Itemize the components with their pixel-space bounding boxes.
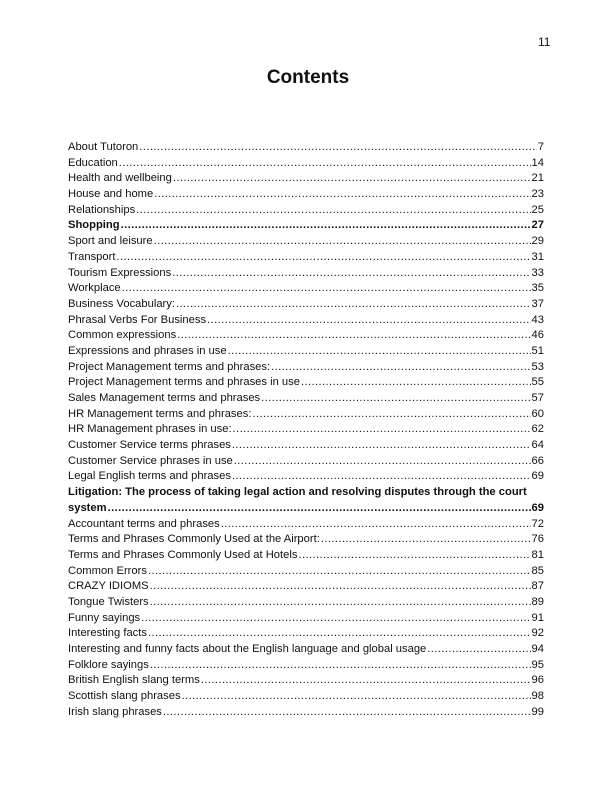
toc-entry[interactable] — [68, 658, 544, 674]
dot-leader — [182, 689, 531, 705]
toc-entry-label: Education — [68, 156, 118, 169]
toc-entry-label: Project Management terms and phrases: — [68, 360, 271, 373]
toc-entry-label: Customer Service phrases in use — [68, 454, 233, 467]
toc-entry-label: Transport — [68, 250, 116, 263]
toc-entry-page: 99 — [531, 705, 544, 718]
toc-entry-page: 94 — [531, 643, 544, 656]
toc-entry-page: 55 — [531, 376, 544, 389]
toc-entry-label: Expressions and phrases in use — [68, 344, 227, 357]
toc-entry-label: House and home — [68, 188, 154, 201]
toc-entry-label: Sales Management terms and phrases — [68, 392, 261, 404]
toc-entry-page: 69 — [531, 470, 544, 483]
toc-entry-page: 43 — [531, 313, 544, 326]
toc-entry-label: Folklore sayings — [68, 658, 149, 671]
toc-entry[interactable] — [68, 642, 544, 658]
toc-entry-page: 69 — [531, 501, 544, 514]
toc-entry[interactable] — [68, 407, 544, 423]
dot-leader — [141, 611, 530, 627]
toc-entry-label: Business Vocabulary: — [68, 297, 175, 310]
dot-leader — [177, 328, 530, 344]
toc-entry[interactable] — [68, 673, 544, 689]
toc-entry-page: 7 — [537, 141, 544, 153]
toc-entry-label: Phrasal Verbs For Business — [68, 313, 207, 326]
toc-entry[interactable] — [68, 266, 544, 282]
toc-entry-page: 37 — [531, 297, 544, 310]
dot-leader — [221, 517, 531, 533]
toc-entry-label: Irish slang phrases — [68, 705, 162, 718]
toc-entry-page: 89 — [531, 595, 544, 608]
toc-entry-label: Customer Service terms phrases — [68, 439, 231, 452]
dot-leader — [108, 501, 531, 517]
toc-entry-page: 85 — [531, 564, 544, 577]
toc-entry[interactable] — [68, 422, 544, 438]
dot-leader — [116, 250, 530, 266]
toc-entry[interactable] — [68, 391, 544, 407]
toc-entry[interactable] — [68, 171, 544, 187]
toc-entry[interactable] — [68, 187, 544, 203]
dot-leader — [119, 156, 531, 172]
toc-entry[interactable] — [68, 532, 544, 548]
toc-entry-label: Project Management terms and phrases in use — [68, 376, 300, 389]
dot-leader — [201, 673, 531, 689]
toc-entry-page: 25 — [531, 203, 544, 216]
toc-entry-label: Sport and leisure — [68, 235, 153, 248]
toc-entry[interactable] — [68, 626, 544, 642]
toc-entry-page: 57 — [531, 392, 544, 404]
toc-entry-label: Scottish slang phrases — [68, 690, 181, 703]
toc-entry-label-continued: system — [68, 501, 107, 514]
toc-entry-page: 29 — [531, 235, 544, 248]
toc-entry-label: Terms and Phrases Commonly Used at the Airport: — [68, 533, 320, 546]
toc-entry-label: HR Management terms and phrases: — [68, 407, 252, 420]
toc-entry-label: Litigation: The process of taking legal action and resolving disputes through the court — [68, 486, 527, 499]
toc-entry[interactable] — [68, 250, 544, 266]
toc-entry[interactable] — [68, 328, 544, 344]
toc-entry-page: 46 — [531, 329, 544, 342]
dot-leader — [172, 266, 530, 282]
toc-entry[interactable] — [68, 218, 544, 234]
toc-entry[interactable] — [68, 297, 544, 313]
dot-leader — [122, 281, 531, 297]
toc-entry[interactable] — [68, 517, 544, 533]
dot-leader — [301, 375, 531, 391]
toc-entry[interactable] — [68, 281, 544, 297]
dot-leader — [148, 626, 531, 642]
toc-entry-page: 81 — [531, 548, 544, 561]
dot-leader — [228, 344, 531, 360]
toc-entry[interactable] — [68, 203, 544, 219]
dot-leader — [271, 360, 530, 376]
toc-entry-label: Health and wellbeing — [68, 172, 172, 185]
toc-entry[interactable] — [68, 579, 544, 595]
toc-entry[interactable] — [68, 485, 544, 516]
dot-leader — [150, 579, 531, 595]
dot-leader — [298, 548, 530, 564]
toc-entry-label: Common expressions — [68, 329, 177, 342]
toc-entry-label: Common Errors — [68, 564, 147, 577]
dot-leader — [136, 203, 530, 219]
toc-entry-page: 60 — [531, 407, 544, 420]
dot-leader — [234, 454, 531, 470]
dot-leader — [261, 391, 530, 407]
toc-entry-label: Tourism Expressions — [68, 266, 172, 279]
toc-entry-label: Funny sayings — [68, 611, 141, 624]
toc-entry[interactable] — [68, 344, 544, 360]
toc-entry[interactable] — [68, 313, 544, 329]
dot-leader — [150, 595, 531, 611]
dot-leader — [139, 140, 536, 156]
toc-entry-label: About Tutoron — [68, 141, 139, 153]
toc-entry-label: Workplace — [68, 282, 121, 295]
dot-leader — [207, 313, 531, 329]
toc-entry-label: CRAZY IDIOMS — [68, 580, 149, 593]
table-of-contents — [68, 140, 544, 720]
toc-entry-page: 92 — [531, 627, 544, 640]
dot-leader — [233, 422, 531, 438]
dot-leader — [252, 407, 530, 423]
toc-entry-page: 62 — [531, 423, 544, 436]
toc-entry-page: 14 — [531, 156, 544, 169]
toc-entry-label: British English slang terms — [68, 674, 200, 687]
toc-entry[interactable] — [68, 454, 544, 470]
toc-entry[interactable] — [68, 548, 544, 564]
toc-entry-label: Shopping — [68, 219, 120, 232]
toc-entry-page: 91 — [531, 611, 544, 624]
toc-entry-page: 95 — [531, 658, 544, 671]
toc-entry-label: Interesting and funny facts about the English language and global usage — [68, 643, 427, 656]
toc-entry-page: 98 — [531, 690, 544, 703]
toc-entry[interactable] — [68, 611, 544, 627]
toc-entry-page: 87 — [531, 580, 544, 593]
toc-entry-page: 72 — [531, 517, 544, 530]
toc-entry[interactable] — [68, 360, 544, 376]
toc-entry-label: HR Management phrases in use: — [68, 423, 232, 436]
toc-entry[interactable] — [68, 234, 544, 250]
toc-entry-page: 76 — [531, 533, 544, 546]
toc-entry[interactable] — [68, 564, 544, 580]
dot-leader — [321, 532, 531, 548]
page-number: 11 — [538, 35, 551, 49]
toc-entry[interactable] — [68, 156, 544, 172]
toc-entry-page: 23 — [531, 188, 544, 201]
dot-leader — [121, 218, 531, 234]
toc-entry[interactable] — [68, 595, 544, 611]
toc-entry-page: 64 — [531, 439, 544, 452]
dot-leader — [148, 564, 531, 580]
dot-leader — [154, 234, 531, 250]
toc-entry-continuation — [68, 501, 544, 517]
toc-entry-page: 31 — [531, 250, 544, 263]
dot-leader — [150, 658, 531, 674]
dot-leader — [427, 642, 530, 658]
toc-entry-label: Accountant terms and phrases — [68, 517, 220, 530]
toc-entry-label: Interesting facts — [68, 627, 147, 640]
page-title: Contents — [266, 67, 350, 88]
toc-entry[interactable] — [68, 705, 544, 721]
dot-leader — [173, 171, 531, 187]
dot-leader — [154, 187, 530, 203]
dot-leader — [163, 705, 531, 721]
toc-entry-page: 33 — [531, 266, 544, 279]
toc-entry[interactable] — [68, 140, 544, 156]
dot-leader — [232, 469, 531, 485]
dot-leader — [232, 438, 531, 454]
toc-entry-label: Legal English terms and phrases — [68, 470, 231, 483]
toc-entry[interactable] — [68, 438, 544, 454]
toc-entry-page: 66 — [531, 454, 544, 467]
toc-entry[interactable] — [68, 689, 544, 705]
toc-entry-page: 27 — [531, 219, 544, 232]
toc-entry-page: 21 — [531, 172, 544, 185]
toc-entry-page: 35 — [531, 282, 544, 295]
toc-entry-page: 96 — [531, 674, 544, 687]
toc-entry-page: 51 — [531, 344, 544, 357]
toc-entry-page: 53 — [531, 360, 544, 373]
toc-entry-label: Terms and Phrases Commonly Used at Hotels — [68, 548, 298, 561]
toc-entry[interactable] — [68, 469, 544, 485]
dot-leader — [176, 297, 531, 313]
toc-entry-label: Relationships — [68, 203, 136, 216]
toc-entry-label: Tongue Twisters — [68, 595, 149, 608]
toc-entry[interactable] — [68, 375, 544, 391]
